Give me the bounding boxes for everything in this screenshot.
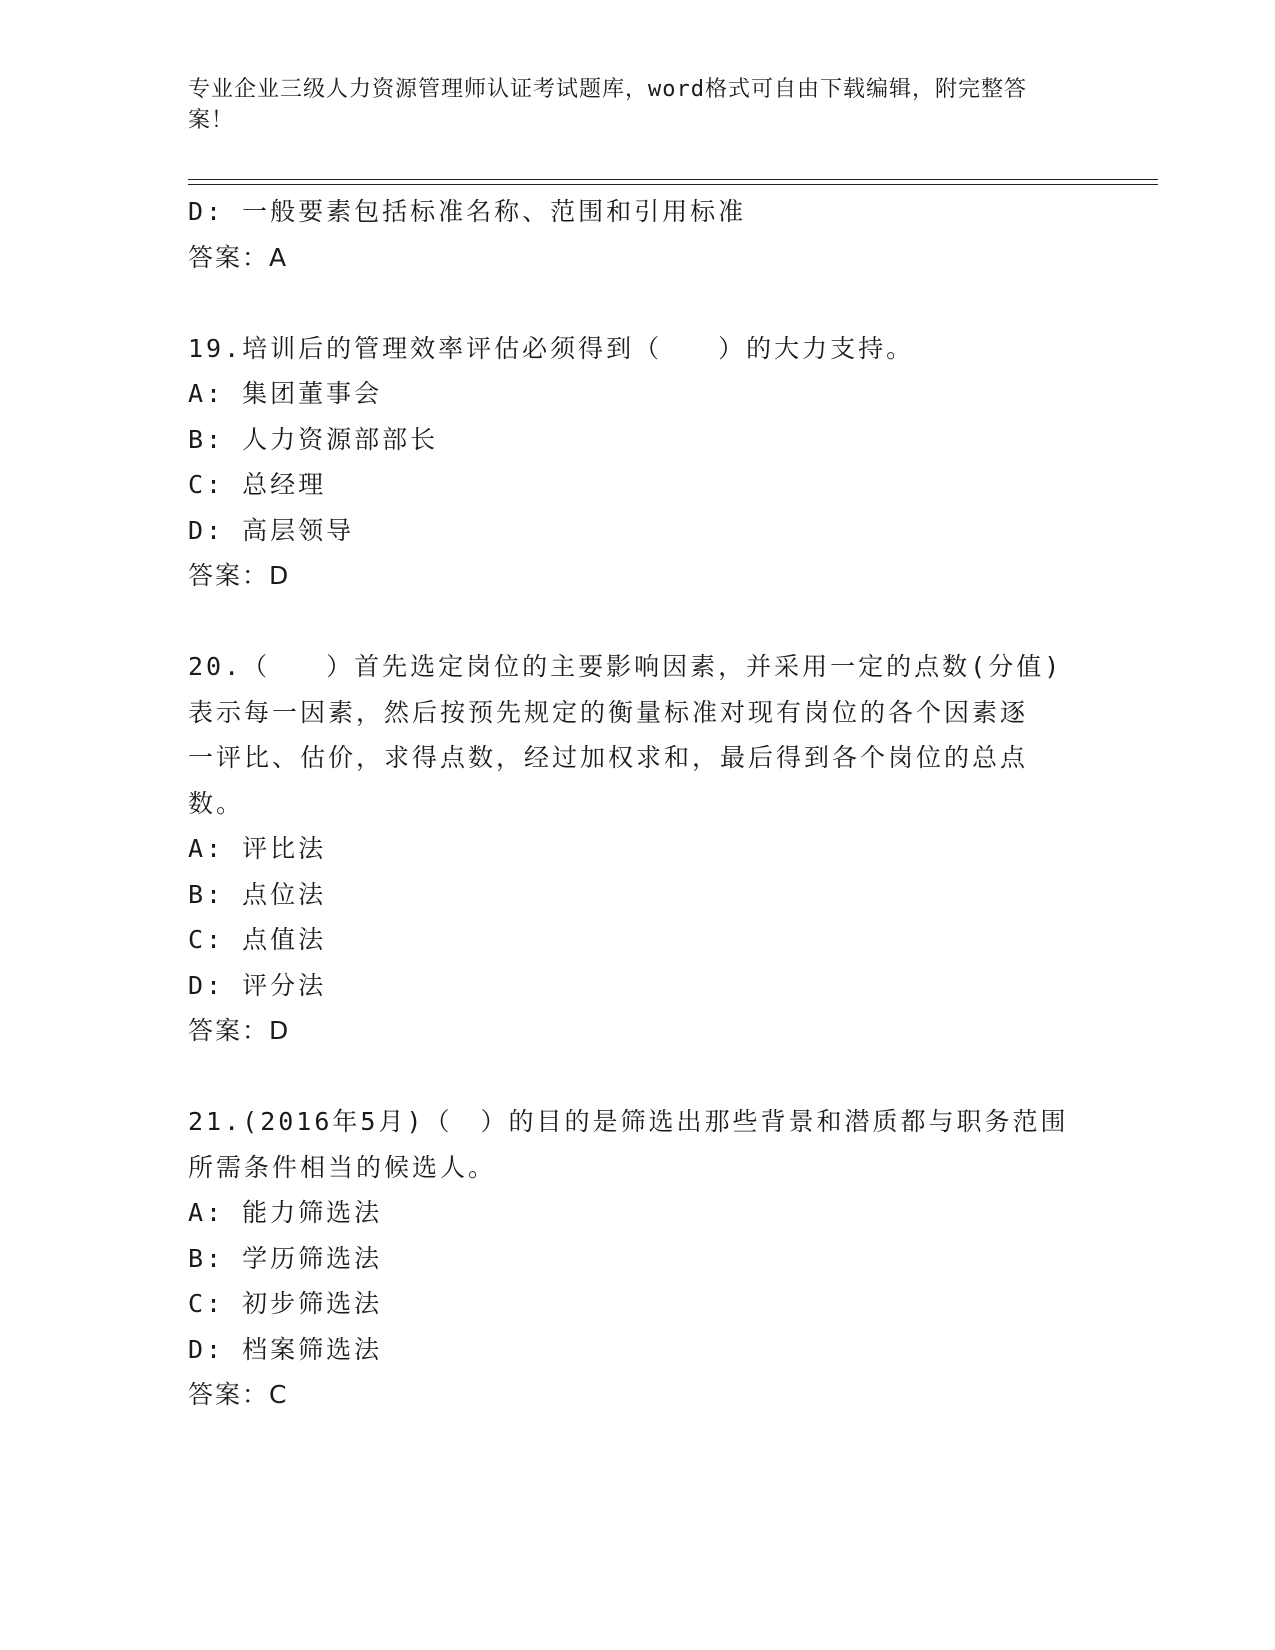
option-b: B: 人力资源部部长 bbox=[188, 424, 439, 454]
header-rule-bottom bbox=[188, 184, 1158, 185]
page-header: 专业企业三级人力资源管理师认证考试题库，word格式可自由下载编辑，附完整答案！ bbox=[188, 77, 1027, 133]
option-c: C: 总经理 bbox=[188, 470, 327, 499]
option-b: B: 点位法 bbox=[188, 879, 327, 909]
question-19 bbox=[188, 326, 1088, 599]
question-stem-line: 所需条件相当的候选人。 bbox=[188, 1152, 497, 1182]
header-rule-top bbox=[188, 179, 1158, 180]
question-21 bbox=[188, 1099, 1088, 1418]
question-stem-line: 一评比、估价，求得点数，经过加权求和，最后得到各个岗位的总点 bbox=[188, 743, 1029, 772]
question-stem: 19.培训后的管理效率评估必须得到（ ）的大力支持。 bbox=[188, 333, 915, 363]
spacer bbox=[188, 1054, 1088, 1100]
answer-line: 答案：D bbox=[188, 1016, 291, 1045]
option-a: A: 集团董事会 bbox=[188, 379, 383, 408]
answer-line: 答案：A bbox=[188, 242, 289, 272]
option-c: C: 初步筛选法 bbox=[188, 1289, 383, 1318]
question-stem-line: 数。 bbox=[188, 788, 245, 818]
answer-line: 答案：C bbox=[188, 1380, 289, 1409]
option-b: B: 学历筛选法 bbox=[188, 1243, 383, 1273]
option-c: C: 点值法 bbox=[188, 925, 327, 954]
question-stem-line: 21.(2016年5月)（ ）的目的是筛选出那些背景和潜质都与职务范围 bbox=[188, 1107, 1069, 1136]
option-a: A: 能力筛选法 bbox=[188, 1198, 383, 1227]
question-stem-line: 表示每一因素，然后按预先规定的衡量标准对现有岗位的各个因素逐 bbox=[188, 697, 1029, 727]
spacer bbox=[188, 599, 1088, 645]
question-20 bbox=[188, 644, 1088, 1054]
answer-line: 答案：D bbox=[188, 561, 291, 590]
option-a: A: 评比法 bbox=[188, 834, 327, 863]
option-d: D: 档案筛选法 bbox=[188, 1334, 383, 1364]
spacer bbox=[188, 280, 1088, 326]
option-d: D: 高层领导 bbox=[188, 515, 355, 545]
question-list bbox=[188, 189, 1088, 1418]
option-d: D: 评分法 bbox=[188, 970, 327, 1000]
option-d: D: 一般要素包括标准名称、范围和引用标准 bbox=[188, 197, 747, 226]
question-stem-line: 20.（ ）首先选定岗位的主要影响因素，并采用一定的点数(分值) bbox=[188, 652, 1063, 681]
